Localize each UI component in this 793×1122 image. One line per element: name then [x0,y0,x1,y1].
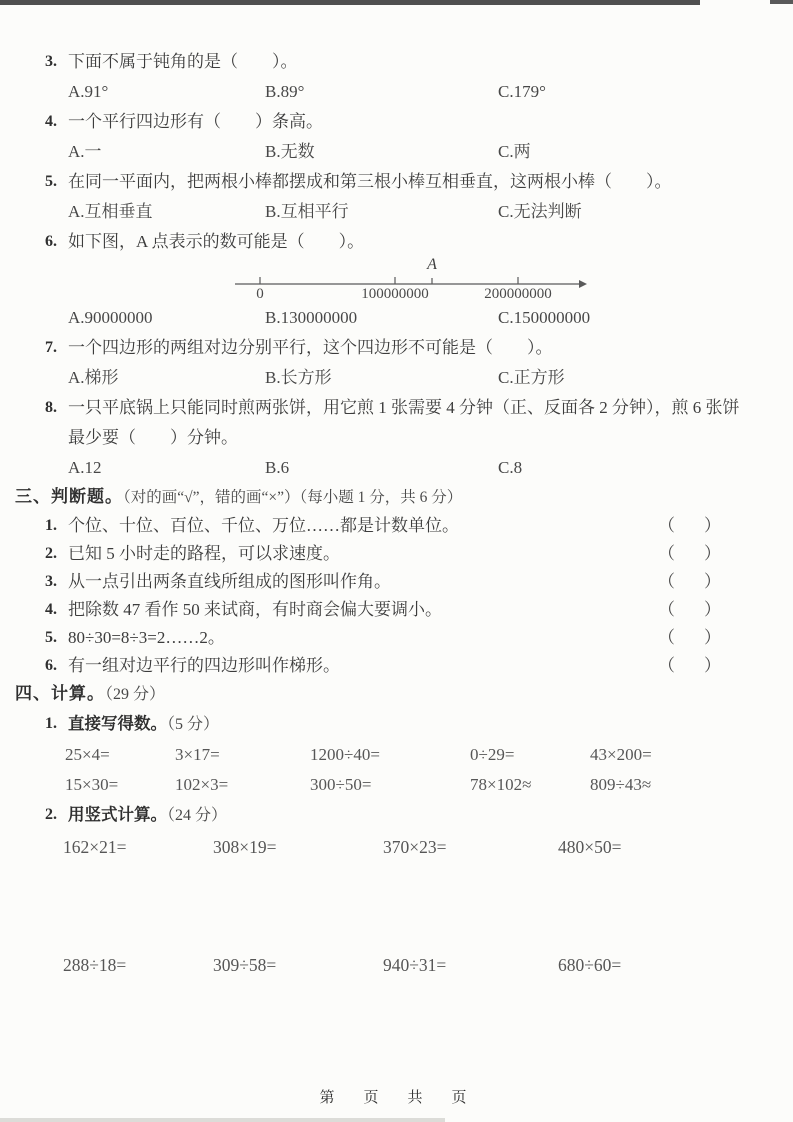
question-line [45,167,753,197]
section-score: （29 分） [105,686,166,703]
expression: 15×30= [65,775,119,794]
option-c: C.179° [498,82,546,101]
oral-calc-heading [45,709,753,740]
scan-edge-top-right [770,0,793,4]
item-text: 个位、十位、百位、千位、万位……都是计数单位。 [68,516,459,535]
question-text: 下面不属于钝角的是（ ）。 [68,52,298,71]
number-line-figure [235,257,595,303]
question-line [45,333,753,363]
number-line-tick-0: 0 [256,286,264,302]
oral-calc-row-1 [45,740,753,770]
item-text: 把除数 47 看作 50 来试商，有时商会偏大要调小。 [68,600,442,619]
scan-edge-top [0,0,700,5]
expression: 0÷29= [470,745,515,764]
choice-question-7 [45,333,753,393]
page-footer: 第 页 共 页 [319,1089,474,1106]
question-number: 6. [45,233,57,250]
subsection-number: 1. [45,715,57,732]
option-c: C.两 [498,142,531,161]
option-a: A.互相垂直 [68,202,153,221]
question-line [45,107,753,137]
item-text: 已知 5 小时走的路程，可以求速度。 [68,544,340,563]
judgment-item-2 [45,540,753,568]
expression: 809÷43≈ [590,775,652,794]
question-number: 7. [45,339,57,356]
item-number: 3. [45,573,57,590]
question-line [45,393,753,453]
options-row [45,197,753,227]
answer-blank: （ ） [658,572,727,591]
expression: 680÷60= [558,955,622,975]
number-line-tick-200000000: 200000000 [484,286,552,302]
option-b: B.无数 [265,142,315,161]
section-title: 四、计算。 [15,684,105,703]
question-line [45,47,753,77]
item-text: 80÷30=8÷3=2……2。 [68,628,225,647]
expression: 309÷58= [213,955,277,975]
expression: 102×3= [175,775,229,794]
judgment-item-6 [45,652,753,680]
choice-question-5 [45,167,753,227]
judgment-item-5 [45,624,753,652]
question-text: 一个四边形的两组对边分别平行，这个四边形不可能是（ ）。 [68,338,553,357]
subsection-score: （5 分） [167,716,220,733]
section-heading-calculation [15,680,753,709]
expression: 480×50= [558,837,622,857]
oral-calc-row-2 [45,770,753,800]
options-row [45,363,753,393]
judgment-item-1 [45,512,753,540]
choice-question-3 [45,47,753,107]
expression: 370×23= [383,837,447,857]
working-space [45,863,753,949]
item-number: 6. [45,657,57,674]
section-heading-judgment [15,483,753,512]
exam-content [15,47,753,981]
question-number: 4. [45,113,57,130]
options-row [45,303,753,333]
vertical-calc-heading [45,800,753,831]
option-c: C.8 [498,458,523,477]
choice-question-4 [45,107,753,167]
options-row [45,77,753,107]
question-text: 一个平行四边形有（ ）条高。 [68,112,323,131]
option-a: A.12 [68,458,102,477]
item-text: 有一组对边平行的四边形叫作梯形。 [68,656,340,675]
question-number: 8. [45,399,57,416]
expression: 25×4= [65,745,110,764]
item-number: 2. [45,545,57,562]
question-number: 5. [45,173,57,190]
expression: 288÷18= [63,955,127,975]
section-title: 三、判断题。 [15,487,123,506]
option-c: C.正方形 [498,368,565,387]
option-b: B.6 [265,458,290,477]
question-number: 3. [45,53,57,70]
judgment-item-3 [45,568,753,596]
subsection-number: 2. [45,806,57,823]
choice-question-6 [45,227,753,333]
option-a: A.梯形 [68,368,119,387]
expression: 3×17= [175,745,220,764]
expression: 78×102≈ [470,775,532,794]
choice-question-8 [45,393,753,483]
item-number: 5. [45,629,57,646]
answer-blank: （ ） [658,656,727,675]
item-text: 从一点引出两条直线所组成的图形叫作角。 [68,572,391,591]
question-text: 一只平底锅上只能同时煎两张饼，用它煎 1 张需要 4 分钟（正、反面各 2 分钟），煎 6 张饼最少要（ ）分钟。 [68,398,740,447]
option-b: B.130000000 [265,308,358,327]
option-a: A.90000000 [68,308,153,327]
options-row [45,137,753,167]
option-b: B.89° [265,82,305,101]
vertical-calc-row-2 [45,949,753,981]
option-b: B.长方形 [265,368,332,387]
question-text: 如下图，A 点表示的数可能是（ ）。 [68,232,365,251]
option-b: B.互相平行 [265,202,349,221]
expression: 308×19= [213,837,277,857]
number-line-tick-100000000: 100000000 [361,286,429,302]
section-note: （对的画“√”，错的画“×”）（每小题 1 分，共 6 分） [123,489,463,506]
item-number: 1. [45,517,57,534]
answer-blank: （ ） [658,628,727,647]
options-row [45,453,753,483]
scan-edge-bottom [0,1118,445,1122]
expression: 300÷50= [310,775,372,794]
subsection-title: 直接写得数。 [68,715,167,733]
option-c: C.无法判断 [498,202,582,221]
option-a: A.一 [68,142,102,161]
number-line-point-label: A [427,256,437,273]
question-text: 在同一平面内，把两根小棒都摆成和第三根小棒互相垂直，这两根小棒（ ）。 [68,172,672,191]
judgment-item-4 [45,596,753,624]
expression: 162×21= [63,837,127,857]
option-c: C.150000000 [498,308,591,327]
answer-blank: （ ） [658,544,727,563]
question-line [45,227,753,257]
option-a: A.91° [68,82,109,101]
subsection-score: （24 分） [167,807,228,824]
expression: 1200÷40= [310,745,380,764]
vertical-calc-row-1 [45,831,753,863]
expression: 43×200= [590,745,652,764]
answer-blank: （ ） [658,516,727,535]
expression: 940÷31= [383,955,447,975]
answer-blank: （ ） [658,600,727,619]
item-number: 4. [45,601,57,618]
subsection-title: 用竖式计算。 [68,806,167,824]
